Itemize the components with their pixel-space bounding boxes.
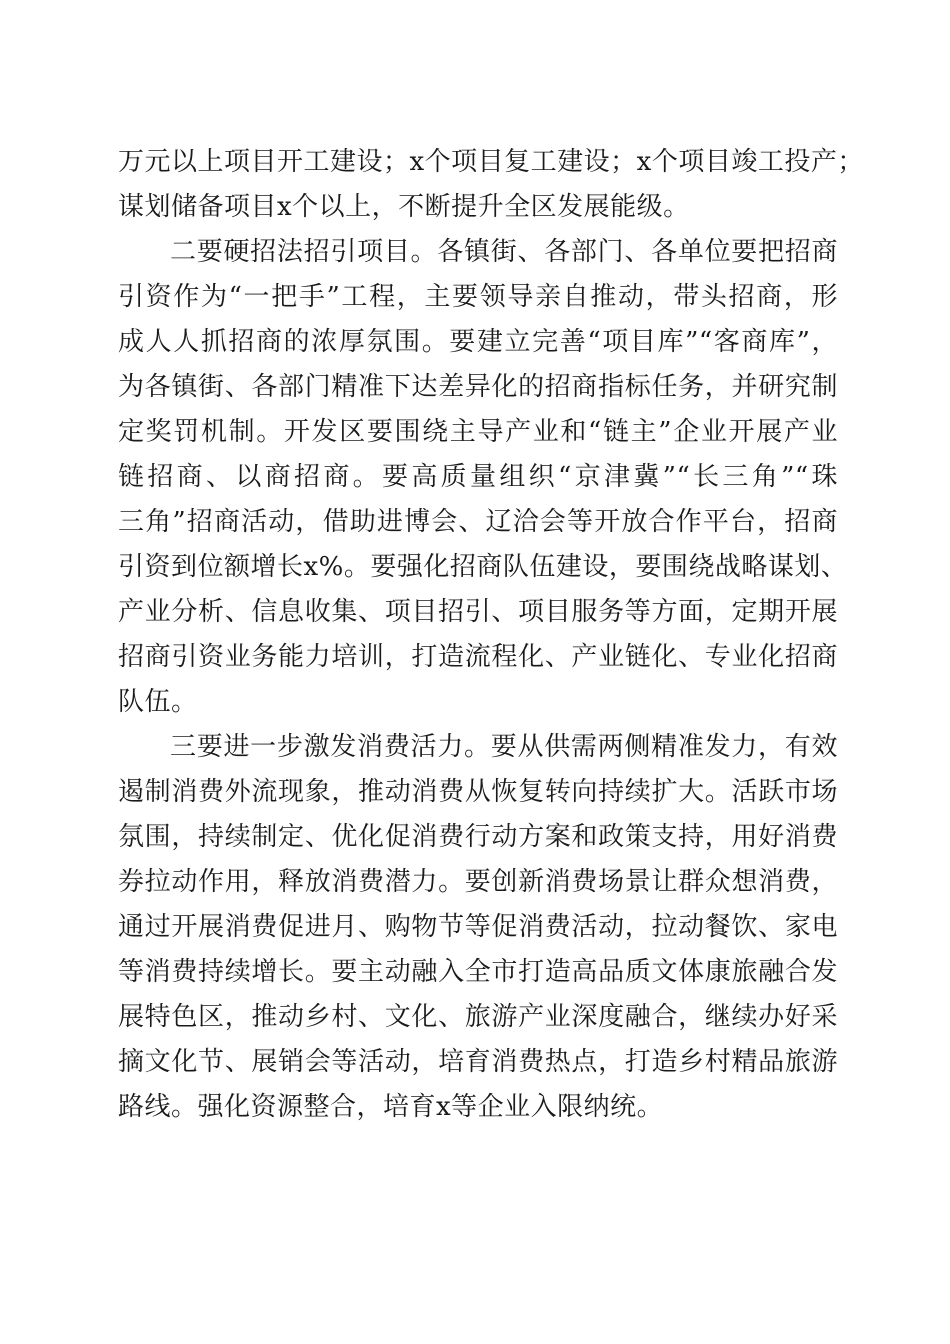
paragraph-3-line-6: 等消费持续增长。要主动融入全市打造高品质文体康旅融合发 <box>118 957 838 987</box>
paragraph-3-line-1: 三要进一步激发消费活力。要从供需两侧精准发力，有效 <box>170 732 838 762</box>
paragraph-3-line-7: 展特色区，推动乡村、文化、旅游产业深度融合，继续办好采 <box>118 1002 838 1032</box>
paragraph-3-line-8: 摘文化节、展销会等活动，培育消费热点，打造乡村精品旅游 <box>118 1047 838 1077</box>
paragraph-2-line-1: 二要硬招法招引项目。各镇街、各部门、各单位要把招商 <box>170 237 838 267</box>
paragraph-2-line-8: 引资到位额增长x%。要强化招商队伍建设，要围绕战略谋划、 <box>118 552 848 582</box>
paragraph-1-line-2: 谋划储备项目x个以上，不断提升全区发展能级。 <box>118 192 690 222</box>
paragraph-2-line-4: 为各镇街、各部门精准下达差异化的招商指标任务，并研究制 <box>118 372 838 402</box>
paragraph-2-line-9: 产业分析、信息收集、项目招引、项目服务等方面，定期开展 <box>118 597 838 627</box>
paragraph-2-line-6: 链招商、以商招商。要高质量组织“京津冀”“长三角”“珠 <box>118 462 838 492</box>
paragraph-3-line-2: 遏制消费外流现象，推动消费从恢复转向持续扩大。活跃市场 <box>118 777 838 807</box>
paragraph-2-line-5: 定奖罚机制。开发区要围绕主导产业和“链主”企业开展产业 <box>118 417 838 447</box>
paragraph-2-line-11: 队伍。 <box>118 687 198 717</box>
paragraph-3-line-4: 券拉动作用，释放消费潜力。要创新消费场景让群众想消费， <box>118 867 838 897</box>
paragraph-2-line-10: 招商引资业务能力培训，打造流程化、产业链化、专业化招商 <box>118 642 838 672</box>
paragraph-3-line-5: 通过开展消费促进月、购物节等促消费活动，拉动餐饮、家电 <box>118 912 838 942</box>
paragraph-2-line-2: 引资作为“一把手”工程，主要领导亲自推动，带头招商，形 <box>118 282 838 312</box>
paragraph-3-line-9: 路线。强化资源整合，培育x等企业入限纳统。 <box>118 1092 664 1122</box>
paragraph-2-line-7: 三角”招商活动，借助进博会、辽洽会等开放合作平台，招商 <box>118 507 838 537</box>
paragraph-3-line-3: 氛围，持续制定、优化促消费行动方案和政策支持，用好消费 <box>118 822 838 852</box>
paragraph-1-line-1: 万元以上项目开工建设；x个项目复工建设；x个项目竣工投产； <box>118 147 864 177</box>
paragraph-2-line-3: 成人人抓招商的浓厚氛围。要建立完善“项目库”“客商库”， <box>118 327 838 357</box>
